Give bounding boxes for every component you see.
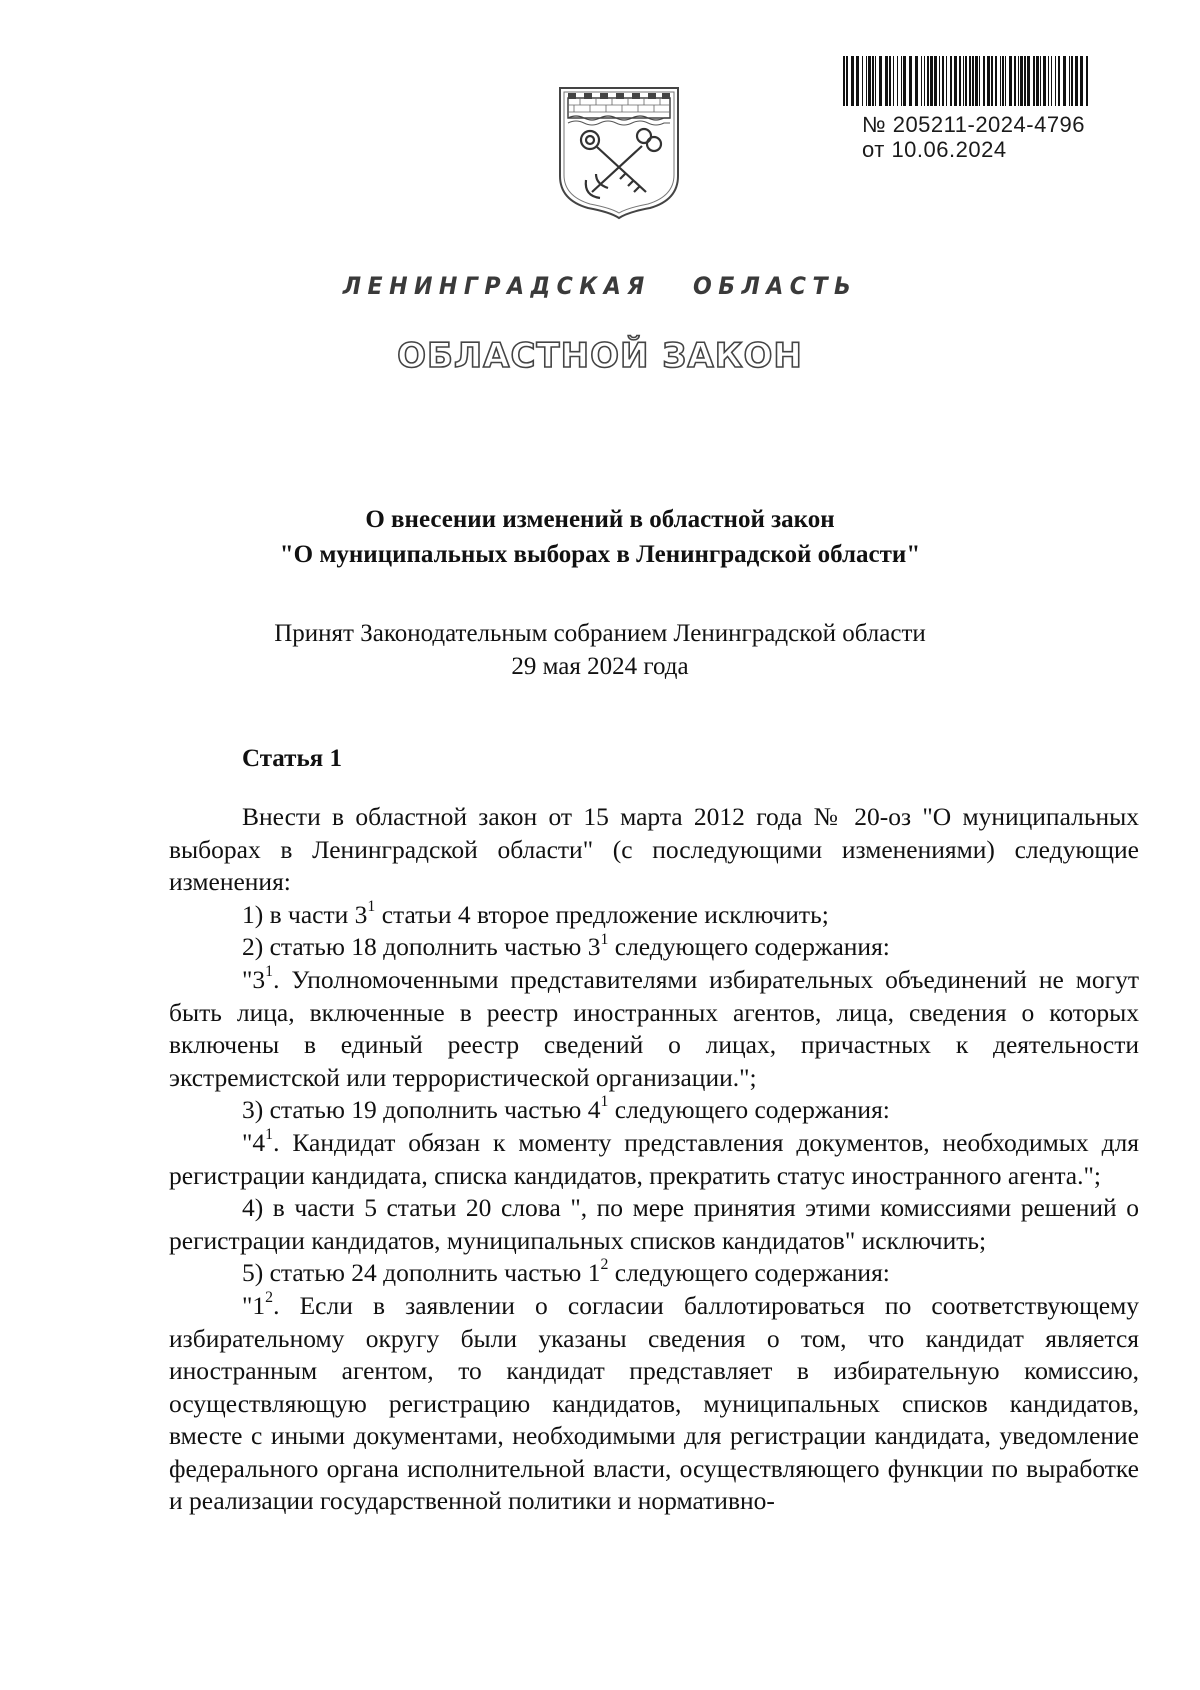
amendment-quote-2 — [169, 964, 1139, 1094]
barcode-bar — [1058, 56, 1060, 106]
barcode-bar — [954, 56, 957, 106]
barcode-bar — [927, 56, 929, 106]
item-text: 1) в части 3 — [242, 899, 368, 929]
barcode-bar — [1069, 56, 1070, 106]
amendment-item-1 — [169, 899, 1139, 932]
quote-text: . Если в заявлении о согласии баллотироваться по соответствующему избирательному округу были указаны сведения о том, что кандидат является иностранным агентом, то кандидат представляет в избирательную комиссию, осуществляющую регистрацию кандидатов, муниципальных списков кандидатов, вместе с иными документами, необходимыми для регистрации кандидата, уведомление федерального органа исполнительной власти, осуществляющего функции по выработке и реализации государственной политики и нормативно- — [169, 1290, 1139, 1516]
barcode-bar — [972, 56, 974, 106]
quote-text: . Кандидат обязан к моменту представления документов, необходимых для регистрации кандидата, списка кандидатов, прекратить статус иностранного агента."; — [169, 1127, 1139, 1190]
adoption-line-1: Принят Законодательным собранием Ленинградской области — [274, 620, 926, 647]
item-text: 2) статью 18 дополнить частью 3 — [242, 932, 601, 962]
barcode-bar — [1036, 56, 1039, 106]
barcode-bar — [1051, 56, 1052, 106]
barcode-bar — [1027, 56, 1030, 106]
barcode-bar — [979, 56, 980, 106]
barcode-bar — [934, 56, 937, 106]
barcode-bar — [1086, 56, 1088, 106]
barcode-bar — [843, 56, 845, 106]
superscript: 1 — [600, 930, 609, 948]
barcode-bar — [1075, 56, 1078, 106]
barcode-bar — [995, 56, 997, 106]
barcode-bar — [903, 56, 906, 106]
barcode-bar — [1018, 56, 1019, 106]
amendment-item-4: 4) в части 5 статьи 20 слова ", по мере принятия этими комиссиями решений о регистрации кандидатов, муниципальных списков кандидатов" исключить; — [169, 1193, 1139, 1255]
barcode-bar — [975, 56, 978, 106]
barcode-bar — [1005, 56, 1006, 106]
superscript: 1 — [265, 963, 274, 981]
barcode-bar — [1014, 56, 1016, 106]
article-intro-paragraph: Внести в областной закон от 15 марта 2012 года № 20-оз "О муниципальных выборах в Ленинградской области" (с последующими изменениями) следующие изменения: — [169, 802, 1139, 897]
item-text: 5) статью 24 дополнить частью 1 — [242, 1258, 601, 1288]
barcode-bar — [969, 56, 971, 106]
superscript: 1 — [367, 897, 376, 915]
region-heading — [48, 272, 1152, 300]
barcode-bar — [856, 56, 859, 106]
barcode-bar — [963, 56, 964, 106]
barcode-bar — [1080, 56, 1083, 106]
superscript: 2 — [600, 1256, 609, 1274]
registration-number: № 205211-2024-4796 — [862, 112, 1086, 137]
barcode-bar — [1043, 56, 1046, 106]
barcode-bar — [915, 56, 918, 106]
quote-text: "3 — [242, 964, 266, 994]
amendment-item-5 — [169, 1257, 1139, 1290]
barcode-bar — [946, 56, 947, 106]
barcode-bar — [846, 56, 848, 106]
amendment-item-2 — [169, 931, 1139, 964]
region-word-1: ЛЕНИНГРАДСКАЯ — [342, 272, 651, 300]
amendment-item-3 — [169, 1094, 1139, 1127]
barcode-bar — [868, 56, 871, 106]
adoption-date: 29 мая 2024 года — [511, 653, 689, 680]
barcode-bar — [1009, 56, 1012, 106]
barcode-bar — [879, 56, 882, 106]
region-word-2: ОБЛАСТЬ — [693, 272, 858, 300]
quote-text: "4 — [242, 1127, 266, 1157]
quote-text: "1 — [242, 1290, 266, 1320]
barcode-bar — [959, 56, 961, 106]
barcode-bar — [885, 56, 888, 106]
barcode-bar — [1000, 56, 1001, 106]
article-heading: Статья 1 — [242, 745, 342, 772]
barcode-bar — [872, 56, 874, 106]
coat-of-arms-icon — [556, 84, 682, 220]
barcode-bar — [991, 56, 993, 106]
barcode-bar — [897, 56, 898, 106]
barcode-bar — [1020, 56, 1023, 106]
superscript: 2 — [265, 1289, 274, 1307]
barcode-bar — [901, 56, 902, 106]
barcode-bar — [1040, 56, 1041, 106]
barcode-bar — [1063, 56, 1066, 106]
barcode-bar — [921, 56, 922, 106]
item-text: следующего содержания: — [608, 1095, 890, 1125]
barcode-bar — [1002, 56, 1004, 106]
barcode-bar — [862, 56, 863, 106]
barcode-bar — [983, 56, 985, 106]
barcode-bar — [889, 56, 891, 106]
superscript: 1 — [600, 1093, 609, 1111]
amendment-quote-3 — [169, 1127, 1139, 1192]
amendment-quote-5 — [169, 1290, 1139, 1518]
barcode-bar — [942, 56, 944, 106]
barcode-bar — [930, 56, 933, 106]
barcode-bar — [909, 56, 912, 106]
superscript: 1 — [265, 1126, 274, 1144]
document-type-heading: ОБЛАСТНОЙ ЗАКОН — [397, 336, 803, 376]
law-title-line-2: "О муниципальных выборах в Ленинградской области" — [279, 541, 921, 568]
quote-text: . Уполномоченными представителями избирательных объединений не могут быть лица, включенные в реестр иностранных агентов, лица, сведения о которых включены в единый реестр сведений о лицах, причастных к деятельности экстремистской или террористической организации."; — [169, 964, 1139, 1092]
barcode-bar — [987, 56, 990, 106]
barcode-bar — [1048, 56, 1049, 106]
barcode-bar — [1071, 56, 1073, 106]
barcode-bar — [924, 56, 925, 106]
barcode-bar — [1033, 56, 1035, 106]
barcode-bar — [893, 56, 894, 106]
barcode-bar — [1055, 56, 1056, 106]
barcode-bar — [851, 56, 854, 106]
item-text: 3) статью 19 дополнить частью 4 — [242, 1095, 601, 1125]
item-text: следующего содержания: — [608, 932, 890, 962]
barcode-bar — [866, 56, 867, 106]
barcode-bar — [965, 56, 967, 106]
barcode-bar — [950, 56, 952, 106]
item-text: статьи 4 второе предложение исключить; — [375, 899, 829, 929]
barcode-bar — [939, 56, 940, 106]
barcode-bar — [875, 56, 876, 106]
law-title-line-1: О внесении изменений в областной закон — [365, 506, 835, 533]
item-text: следующего содержания: — [608, 1258, 890, 1288]
registration-date: от 10.06.2024 — [862, 137, 1007, 162]
article-body — [169, 801, 1139, 1518]
barcode-bar — [1024, 56, 1026, 106]
barcode-icon — [841, 56, 1093, 106]
